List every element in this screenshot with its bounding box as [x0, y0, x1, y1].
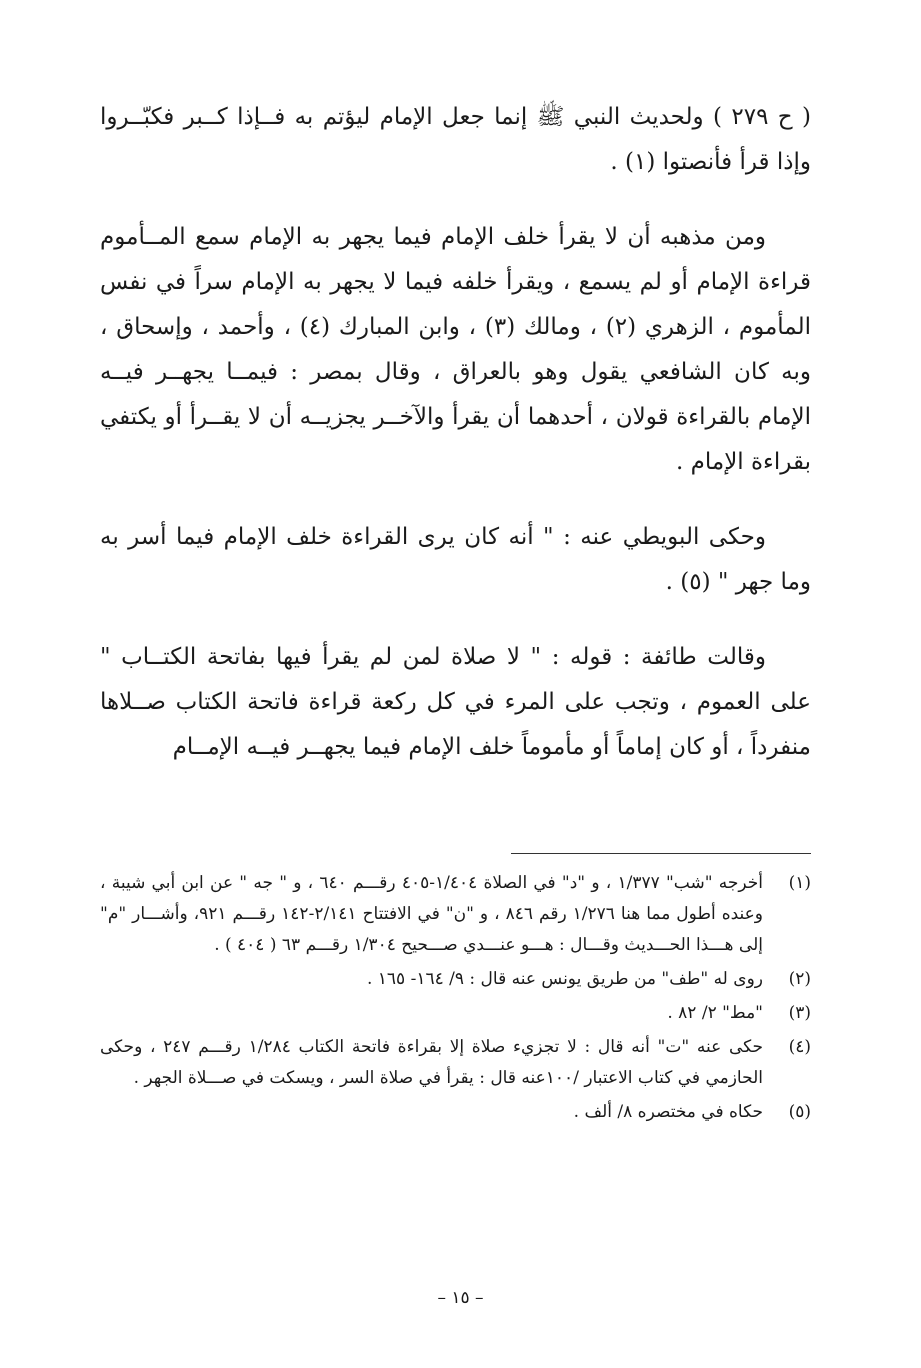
footnotes	[100, 868, 811, 1131]
footnote-4	[100, 1032, 811, 1094]
footnote-number: (٤)	[788, 1037, 811, 1057]
footnote-number: (١)	[788, 873, 811, 893]
footnote-separator	[511, 853, 811, 854]
footnote-text: "مط" ٢/ ٨٢ .	[667, 1003, 763, 1023]
footnote-text: روى له "طف" من طريق يونس عنه قال : ٩/ ١٦٤- ١٦٥ .	[366, 969, 763, 989]
paragraph-buwaiti: وحكى البويطي عنه : " أنه كان يرى القراءة خلف الإمام فيما أسر به وما جهر " (٥) .	[100, 524, 811, 595]
footnote-1	[100, 868, 811, 961]
main-text	[100, 95, 811, 770]
footnote-number: (٣)	[788, 1003, 811, 1023]
footnote-number: (٢)	[788, 969, 811, 989]
footnote-2	[100, 964, 811, 995]
page-number: – ١٥ –	[437, 1288, 484, 1308]
footnote-number: (٥)	[788, 1102, 811, 1122]
paragraph-madhhab: ومن مذهبه أن لا يقرأ خلف الإمام فيما يجهر به الإمام سمع المــأموم قراءة الإمام أو لم يسمع ، ويقرأ خلفه فيما لا يجهر به الإمام سراً في نفس المأموم ، الزهري (٢) ، ومالك (٣) ، وابن المبارك (٤) ، وأحمد ، وإسحاق ، وبه كان الشافعي يقول وهو بالعراق ، وقال بمصر : فيمــا يجهــر فيــه الإمام بالقراءة قولان ، أحدهما أن يقرأ والآخــر يجزيــه أن لا يقــرأ أو يكتفي بقراءة الإمام .	[100, 224, 811, 475]
paragraph-taifa: وقالت طائفة : قوله : " لا صلاة لمن لم يقرأ فيها بفاتحة الكتــاب " على العموم ، وتجب على المرء في كل ركعة قراءة فاتحة الكتاب صــلاها منفرداً ، أو كان إماماً أو مأموماً خلف الإمام فيما يجهــر فيــه الإمــام	[100, 644, 811, 760]
footnote-5	[100, 1097, 811, 1128]
footnote-3	[100, 998, 811, 1029]
footnote-text: حكى عنه "ت" أنه قال : لا تجزيء صلاة إلا بقراءة فاتحة الكتاب ١/٢٨٤ رقـــم ٢٤٧ ، وحكى الحازمي في كتاب الاعتبار /١٠٠عنه قال : يقرأ في صلاة السر ، ويسكت في صـــلاة الجهر .	[100, 1037, 764, 1088]
paragraph-hadith-279: ( ح ٢٧٩ ) ولحديث النبي ﷺ إنما جعل الإمام ليؤتم به فــإذا كــبر فكبّــروا وإذا قرأ فأنصتوا (١) .	[100, 104, 811, 175]
footnote-text: أخرجه "شب" ١/٣٧٧ ، و "د" في الصلاة ١/٤٠٤-٤٠٥ رقـــم ٦٤٠ ، و " جه " عن ابن أبي شيبة ، وعنده أطول مما هنا ١/٢٧٦ رقم ٨٤٦ ، و "ن" في الافتتاح ٢/١٤١-١٤٢ رقـــم ٩٢١، وأشـــار "م" إلى هـــذا الحـــديث وقـــال : هـــو عنـــدي صـــحيح ١/٣٠٤ رقـــم ٦٣ ( ٤٠٤ ) .	[100, 873, 764, 955]
footnote-text: حكاه في مختصره ٨/ ألف .	[573, 1102, 763, 1122]
